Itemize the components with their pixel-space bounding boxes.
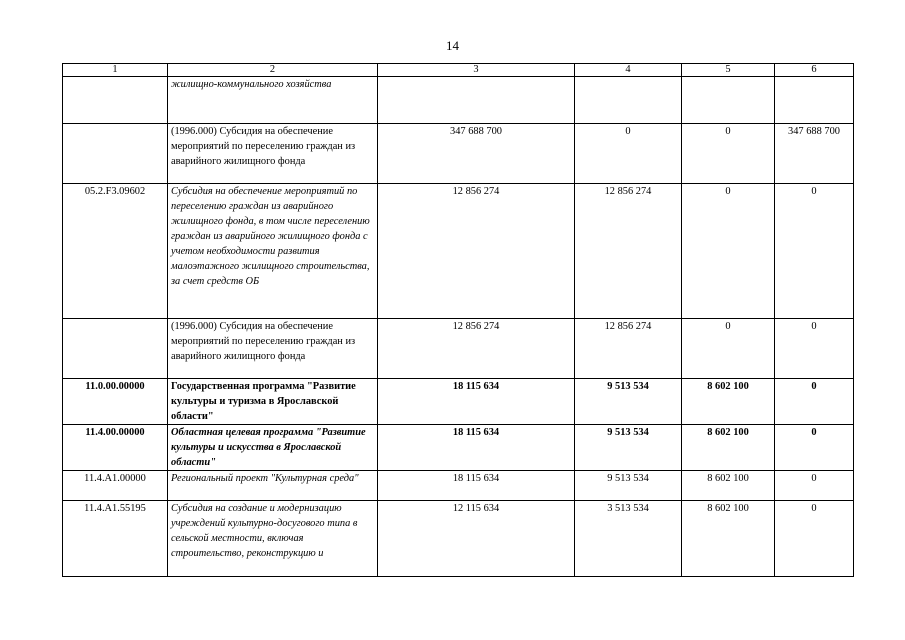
row-total: 347 688 700 xyxy=(378,124,575,184)
row-code xyxy=(63,77,168,124)
page-number: 14 xyxy=(446,38,459,53)
column-header: 1 xyxy=(63,64,168,77)
row-value-5: 8 602 100 xyxy=(682,379,775,425)
column-header: 6 xyxy=(775,64,854,77)
row-total xyxy=(378,77,575,124)
column-number-row xyxy=(63,64,854,77)
budget-table xyxy=(62,63,854,577)
row-value-5: 8 602 100 xyxy=(682,471,775,501)
table-row xyxy=(63,77,854,124)
table-row xyxy=(63,501,854,577)
row-value-4: 12 856 274 xyxy=(575,184,682,319)
row-value-4: 12 856 274 xyxy=(575,319,682,379)
row-value-6 xyxy=(775,77,854,124)
column-header: 5 xyxy=(682,64,775,77)
row-value-6: 0 xyxy=(775,184,854,319)
row-value-4: 0 xyxy=(575,124,682,184)
table-row xyxy=(63,124,854,184)
row-code: 11.4.A1.55195 xyxy=(63,501,168,577)
row-total: 12 115 634 xyxy=(378,501,575,577)
row-name: Государственная программа "Развитие культуры и туризма в Ярославской области" xyxy=(168,379,378,425)
table-row xyxy=(63,379,854,425)
column-header: 2 xyxy=(168,64,378,77)
row-value-6: 347 688 700 xyxy=(775,124,854,184)
table-row xyxy=(63,471,854,501)
row-code xyxy=(63,124,168,184)
row-code: 05.2.F3.09602 xyxy=(63,184,168,319)
row-total: 18 115 634 xyxy=(378,379,575,425)
table-row xyxy=(63,184,854,319)
table-row xyxy=(63,425,854,471)
row-value-4: 9 513 534 xyxy=(575,379,682,425)
column-header: 3 xyxy=(378,64,575,77)
row-value-4: 9 513 534 xyxy=(575,471,682,501)
row-value-6: 0 xyxy=(775,471,854,501)
row-name: Областная целевая программа "Развитие культуры и искусства в Ярославской области" xyxy=(168,425,378,471)
column-header: 4 xyxy=(575,64,682,77)
row-code: 11.0.00.00000 xyxy=(63,379,168,425)
row-value-4: 9 513 534 xyxy=(575,425,682,471)
row-value-6: 0 xyxy=(775,379,854,425)
row-name: Субсидия на создание и модернизацию учреждений культурно-досугового типа в сельской местности, включая строительство, реконструкцию и xyxy=(168,501,378,577)
row-value-4: 3 513 534 xyxy=(575,501,682,577)
row-name: (1996.000) Субсидия на обеспечение мероприятий по переселению граждан из аварийного жилищного фонда xyxy=(168,124,378,184)
row-name: Региональный проект "Культурная среда" xyxy=(168,471,378,501)
row-value-5 xyxy=(682,77,775,124)
row-name: (1996.000) Субсидия на обеспечение мероприятий по переселению граждан из аварийного жилищного фонда xyxy=(168,319,378,379)
table-row xyxy=(63,319,854,379)
row-code: 11.4.00.00000 xyxy=(63,425,168,471)
row-total: 18 115 634 xyxy=(378,425,575,471)
row-code: 11.4.A1.00000 xyxy=(63,471,168,501)
row-value-5: 0 xyxy=(682,319,775,379)
row-name: Субсидия на обеспечение мероприятий по переселению граждан из аварийного жилищного фонда, в том числе переселению граждан из аварийного жилищного фонда с учетом необходимости развития малоэтажного жилищного строительства, за счет средств ОБ xyxy=(168,184,378,319)
row-value-6: 0 xyxy=(775,319,854,379)
row-code xyxy=(63,319,168,379)
row-total: 12 856 274 xyxy=(378,184,575,319)
row-value-6: 0 xyxy=(775,425,854,471)
row-value-5: 0 xyxy=(682,184,775,319)
row-total: 12 856 274 xyxy=(378,319,575,379)
row-value-5: 8 602 100 xyxy=(682,425,775,471)
row-value-4 xyxy=(575,77,682,124)
row-total: 18 115 634 xyxy=(378,471,575,501)
row-value-5: 8 602 100 xyxy=(682,501,775,577)
row-value-6: 0 xyxy=(775,501,854,577)
row-name: жилищно-коммунального хозяйства xyxy=(168,77,378,124)
row-value-5: 0 xyxy=(682,124,775,184)
